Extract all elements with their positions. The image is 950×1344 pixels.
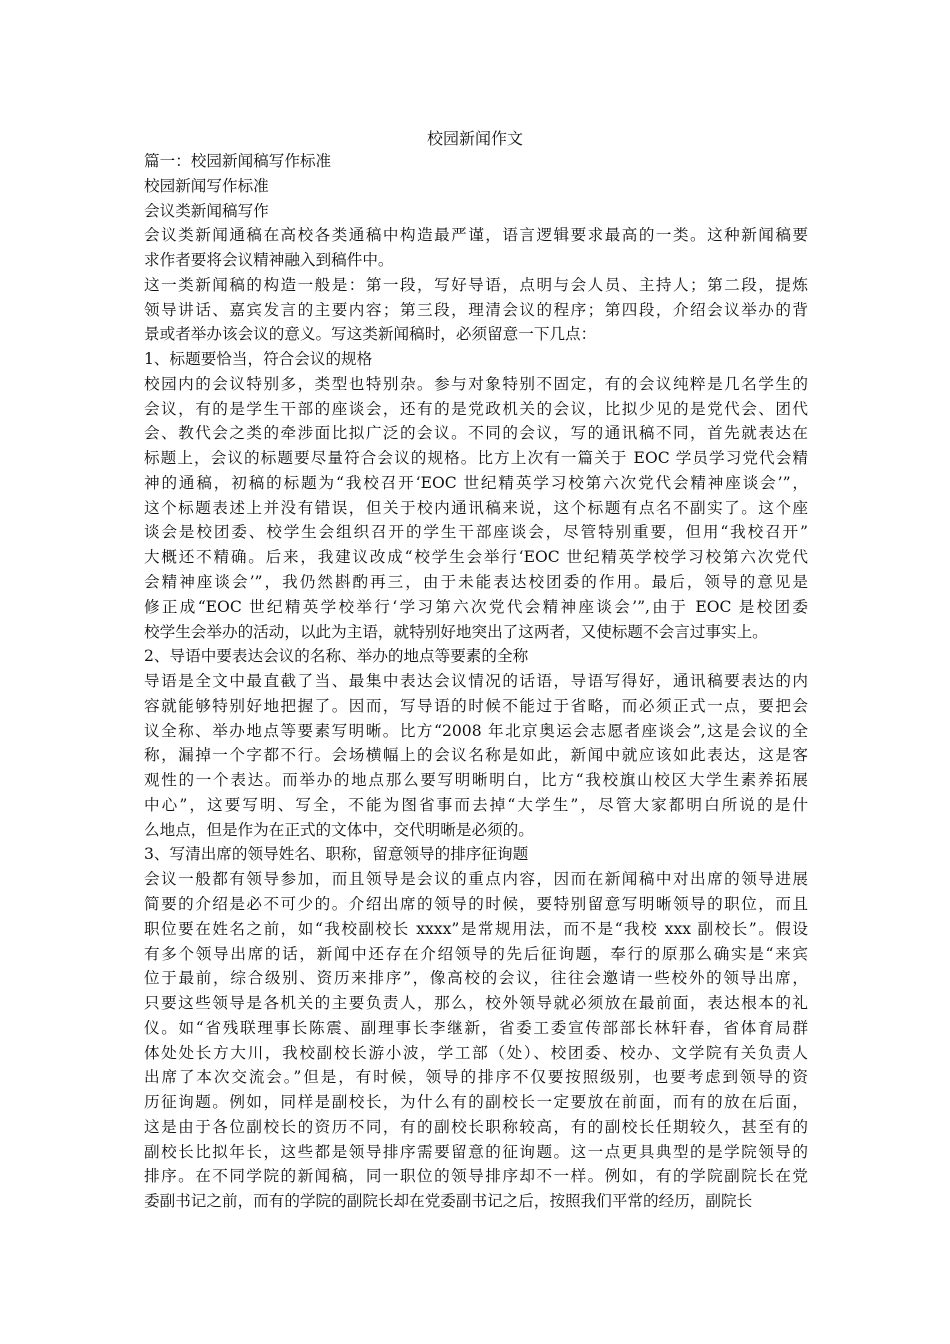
document-line: 会议类新闻稿写作 bbox=[144, 201, 269, 220]
document-body bbox=[144, 149, 808, 1214]
document-line: 么地点，但是作为在正式的文体中，交代明晰是必须的。 bbox=[144, 820, 534, 839]
document-line: 大概还不精确。后来，我建议改成“校学生会举行‘EOC 世纪精英学校学习校第六次党代 bbox=[144, 548, 808, 567]
document-line: 观性的一个表达。而举办的地点那么要写明晰明白，比方“我校旗山校区大学生素养拓展 bbox=[144, 771, 808, 790]
document-line: 委副书记之前，而有的学院的副院长却在党委副书记之后，按照我们平常的经历，副院长 bbox=[144, 1192, 753, 1211]
document-line: 中心”，这要写明、写全，不能为图省事而去掉“大学生”，尽管大家都明白所说的是什 bbox=[144, 795, 808, 814]
document-line: 领导讲话、嘉宾发言的主要内容；第三段，理清会议的程序；第四段，介绍会议举办的背 bbox=[144, 300, 808, 319]
document-line: 标题上，会议的标题要尽量符合会议的规格。比方上次有一篇关于 EOC 学员学习党代会精 bbox=[144, 449, 808, 468]
document-line: 简要的介绍是必不可少的。介绍出席的领导的时候，要特别留意写明晰领导的职位，而且 bbox=[144, 894, 808, 913]
document-line: 这个标题表述上并没有错误，但关于校内通讯稿来说，这个标题有点名不副实了。这个座 bbox=[144, 498, 808, 517]
document-line: 谈会是校团委、校学生会组织召开的学生干部座谈会，尽管特别重要，但用“我校召开” bbox=[144, 523, 808, 542]
document-line: 这是由于各位副校长的资历不同，有的副校长职称较高，有的副校长任期较久，甚至有的 bbox=[144, 1117, 808, 1136]
document-line: 有多个领导出席的话，新闻中还存在介绍领导的先后征询题，奉行的原那么确实是“来宾 bbox=[144, 944, 808, 963]
document-line: 只要这些领导是各机关的主要负责人，那么，校外领导就必须放在最前面，表达根本的礼 bbox=[144, 994, 808, 1013]
document-line: 排序。在不同学院的新闻稿，同一职位的领导排序却不一样。例如，有的学院副院长在党 bbox=[144, 1167, 808, 1186]
document-line: 职位要在姓名之前，如“我校副校长 xxxx”是常规用法，而不是“我校 xxx 副校长”。假设 bbox=[144, 919, 808, 938]
document-line: 这一类新闻稿的构造一般是：第一段，写好导语，点明与会人员、主持人；第二段，提炼 bbox=[144, 275, 808, 294]
document-line: 校园新闻写作标准 bbox=[144, 176, 269, 195]
document-line: 仪。如“省残联理事长陈震、副理事长李继新，省委工委宣传部部长林轩春，省体育局群 bbox=[144, 1018, 808, 1037]
document-line: 校园内的会议特别多，类型也特别杂。参与对象特别不固定，有的会议纯粹是几名学生的 bbox=[144, 374, 808, 393]
document-line: 体处处长方大川，我校副校长游小波，学工部（处）、校团委、校办、文学院有关负责人 bbox=[144, 1043, 808, 1062]
document-line: 导语是全文中最直截了当、最集中表达会议情况的话语，导语写得好，通讯稿要表达的内 bbox=[144, 672, 808, 691]
document-line: 修正成“EOC 世纪精英学校举行‘学习第六次党代会精神座谈会’”,由于 EOC 是校团委 bbox=[144, 597, 808, 616]
document-line: 副校长比拟年长，这些都是领导排序需要留意的征询题。这一点更具典型的是学院领导的 bbox=[144, 1142, 808, 1161]
document-line: 会议，有的是学生干部的座谈会，还有的是党政机关的会议，比拟少见的是党代会、团代 bbox=[144, 399, 808, 418]
document-line: 景或者举办该会议的意义。写这类新闻稿时，必须留意一下几点： bbox=[144, 325, 597, 344]
document-line: 会议一般都有领导参加，而且领导是会议的重点内容，因而在新闻稿中对出席的领导进展 bbox=[144, 870, 808, 889]
document-line: 校学生会举办的活动，以此为主语，就特别好地突出了这两者，又使标题不会言过事实上。 bbox=[144, 622, 768, 641]
document-line: 神的通稿，初稿的标题为“我校召开‘EOC 世纪精英学习校第六次党代会精神座谈会’”， bbox=[144, 473, 808, 492]
document-line: 会议类新闻通稿在高校各类通稿中构造最严谨，语言逻辑要求最高的一类。这种新闻稿要 bbox=[144, 226, 808, 245]
document-line: 3、写清出席的领导姓名、职称，留意领导的排序征询题 bbox=[144, 845, 529, 864]
document-line: 会精神座谈会’”，我仍然斟酌再三，由于未能表达校团委的作用。最后，领导的意见是 bbox=[144, 573, 808, 592]
document-line: 会、教代会之类的牵涉面比拟广泛的会议。不同的会议，写的通讯稿不同，首先就表达在 bbox=[144, 424, 808, 443]
document-line: 历征询题。例如，同样是副校长，为什么有的副校长一定要放在前面，而有的放在后面， bbox=[144, 1093, 808, 1112]
document-line: 称，漏掉一个字都不行。会场横幅上的会议名称是如此，新闻中就应该如此表达，这是客 bbox=[144, 746, 808, 765]
document-line: 1、标题要恰当，符合会议的规格 bbox=[144, 350, 373, 369]
document-line: 议全称、举办地点等要素写明晰。比方“2008 年北京奥运会志愿者座谈会”,这是会议的全 bbox=[144, 721, 808, 740]
document-line: 2、导语中要表达会议的名称、举办的地点等要素的全称 bbox=[144, 647, 529, 666]
document-line: 出席了本次交流会。”但是，有时候，领导的排序不仅要按照级别，也要考虑到领导的资 bbox=[144, 1068, 808, 1087]
document-line: 篇一：校园新闻稿写作标准 bbox=[144, 152, 332, 170]
document-line: 求作者要将会议精神融入到稿件中。 bbox=[144, 251, 394, 270]
document-line: 容就能够特别好地把握了。因而，写导语的时候不能过于省略，而必须正式一点，要把会 bbox=[144, 696, 808, 715]
document-line: 位于最前，综合级别、资历来排序”，像高校的会议，往往会邀请一些校外的领导出席， bbox=[144, 969, 808, 988]
document-title: 校园新闻作文 bbox=[426, 129, 523, 148]
